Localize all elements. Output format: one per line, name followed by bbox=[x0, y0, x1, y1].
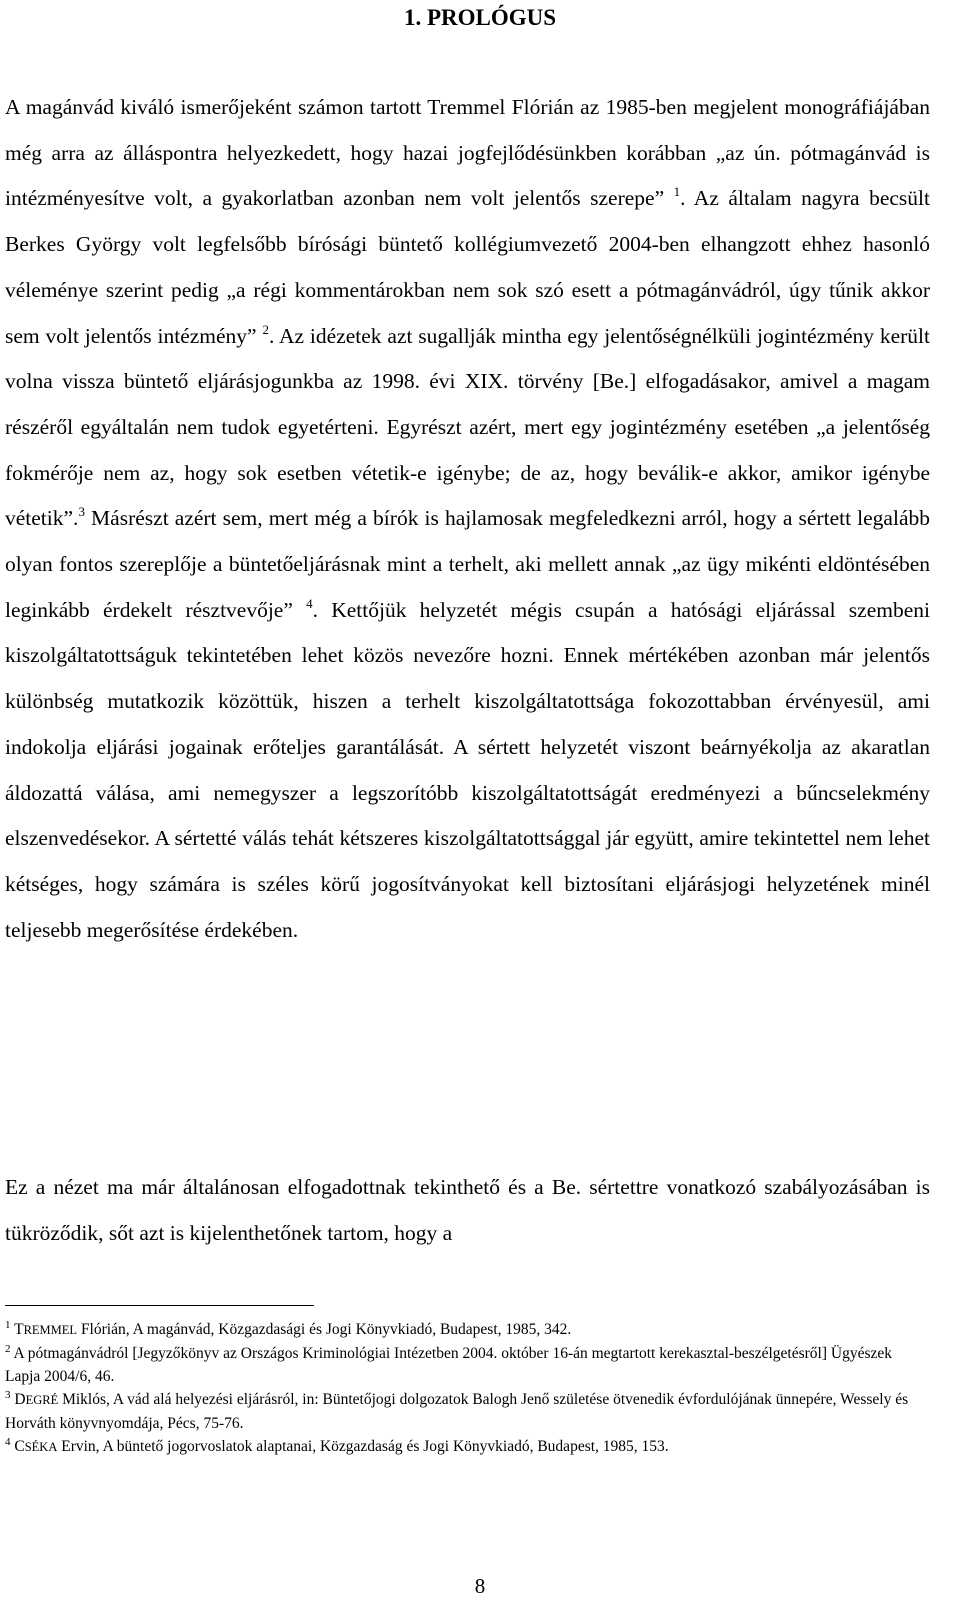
author-smallcaps: SÉKA bbox=[24, 1440, 58, 1454]
author-initial: C bbox=[14, 1438, 25, 1455]
footnote-number: 1 bbox=[5, 1319, 11, 1331]
footnote-ref-3[interactable]: 3 bbox=[78, 504, 85, 520]
footnotes bbox=[5, 1318, 925, 1459]
footnote-text: A pótmagánvádról [Jegyzőkönyv az Országos Kriminológiai Intézetben 2004. október 16-án megtartott kerekasztal-beszélgetésről] Ügyészek Lapja 2004/6, 46. bbox=[5, 1345, 892, 1385]
author-initial: D bbox=[14, 1391, 26, 1408]
author-smallcaps: EGRÉ bbox=[25, 1393, 59, 1407]
footnote-separator bbox=[5, 1305, 314, 1306]
footnote-4 bbox=[5, 1435, 925, 1459]
footnote-text: Ervin, A büntető jogorvoslatok alaptanai, Közgazdaság és Jogi Könyvkiadó, Budapest, 1985, 153. bbox=[57, 1438, 669, 1455]
footnote-number: 2 bbox=[5, 1343, 11, 1355]
body-paragraph bbox=[5, 1165, 930, 1256]
page-number: 8 bbox=[474, 1574, 486, 1598]
footnote-1 bbox=[5, 1318, 925, 1342]
paragraph-text: . Az általam nagyra becsült Berkes György volt legfelsőbb bírósági büntető kollégiumvezető 2004-ben elhangzott ehhez hasonló véleménye szerint pedig „a régi kommentárokban nem sok szó esett a pótmagánvádról, úgy tűnik akkor sem volt jelentős intézmény” bbox=[5, 186, 930, 348]
footnote-ref-1[interactable]: 1 bbox=[673, 184, 681, 200]
footnote-text: Miklós, A vád alá helyezési eljárásról, in: Büntetőjogi dolgozatok Balogh Jenő születése ötvenedik évfordulójának ünnepére, Wessely és Horváth könyvnyomdája, Pécs, 75-76. bbox=[5, 1391, 909, 1432]
footnote-number: 3 bbox=[5, 1389, 11, 1401]
footnote-text: Flórián, A magánvád, Közgazdasági és Jogi Könyvkiadó, Budapest, 1985, 342. bbox=[77, 1321, 572, 1338]
author-initial: T bbox=[14, 1321, 24, 1338]
footnote-2 bbox=[5, 1342, 925, 1388]
author-smallcaps: REMMEL bbox=[23, 1323, 78, 1337]
footnote-3 bbox=[5, 1388, 925, 1435]
body-paragraph bbox=[5, 85, 930, 953]
paragraph-text: . Kettőjük helyzetét mégis csupán a hatósági eljárással szembeni kiszolgáltatottságuk tekintetében lehet közös nevezőre hozni. Ennek mértékében azonban már jelentős különbség mutatkozik közöttük, hiszen a terhelt kiszolgáltatottsága fokozottabban érvényesül, ami indokolja eljárási jogainak erőteljes garantálását. A sértett helyzetét viszont beárnyékolja az akaratlan áldozattá válása, ami nemegyszer a legszorítóbb kiszolgáltatottságát eredményezi a bűncselekmény elszenvedésekor. A sértetté válás tehát kétszeres kiszolgáltatottsággal jár együtt, amire tekintettel nem lehet kétséges, hogy számára is széles körű jogosítványokat kell biztosítani eljárásjogi helyzetének minél teljesebb megerősítése érdekében. bbox=[5, 597, 930, 942]
paragraph-text: Ez a nézet ma már általánosan elfogadottnak tekinthető és a Be. sértettre vonatkozó szabályozásában is tükröződik, sőt azt is kijelenthetőnek tartom, hogy a bbox=[5, 1175, 930, 1245]
paragraph-text: Másrészt azért sem, mert még a bírók is hajlamosak megfeledkezni arról, hogy a sértett legalább olyan fontos szereplője a büntetőeljárásnak mint a terhelt, aki mellett annak „az ügy mikénti eldöntésében leginkább érdekelt résztvevője” bbox=[5, 506, 930, 622]
footnote-number: 4 bbox=[5, 1436, 11, 1448]
paragraph-text: . Az idézetek azt sugallják mintha egy jelentőségnélküli jogintézmény került volna vissza büntető eljárásjogunkba az 1998. évi XIX. törvény [Be.] elfogadásakor, amivel a magam részéről egyáltalán nem tudok egyetérteni. Egyrészt azért, mert egy jogintézmény esetében „a jelentőség fokmérője nem az, hogy sok esetben vétetik-e igénybe; de az, hogy beválik-e akkor, amikor igénybe vétetik”. bbox=[5, 323, 931, 531]
paragraph-text: A magánvád kiváló ismerőjeként számon tartott Tremmel Flórián az 1985-ben megjelent monográfiájában még arra az álláspontra helyezkedett, hogy hazai jogfejlődésünkben korábban „az ún. pótmagánvád is intézményesítve volt, a gyakorlatban azonban nem volt jelentős szerepe” bbox=[5, 95, 930, 211]
footnote-ref-4[interactable]: 4 bbox=[306, 595, 313, 611]
chapter-title: 1. PROLÓGUS bbox=[403, 5, 557, 30]
footnote-ref-2[interactable]: 2 bbox=[262, 321, 269, 337]
